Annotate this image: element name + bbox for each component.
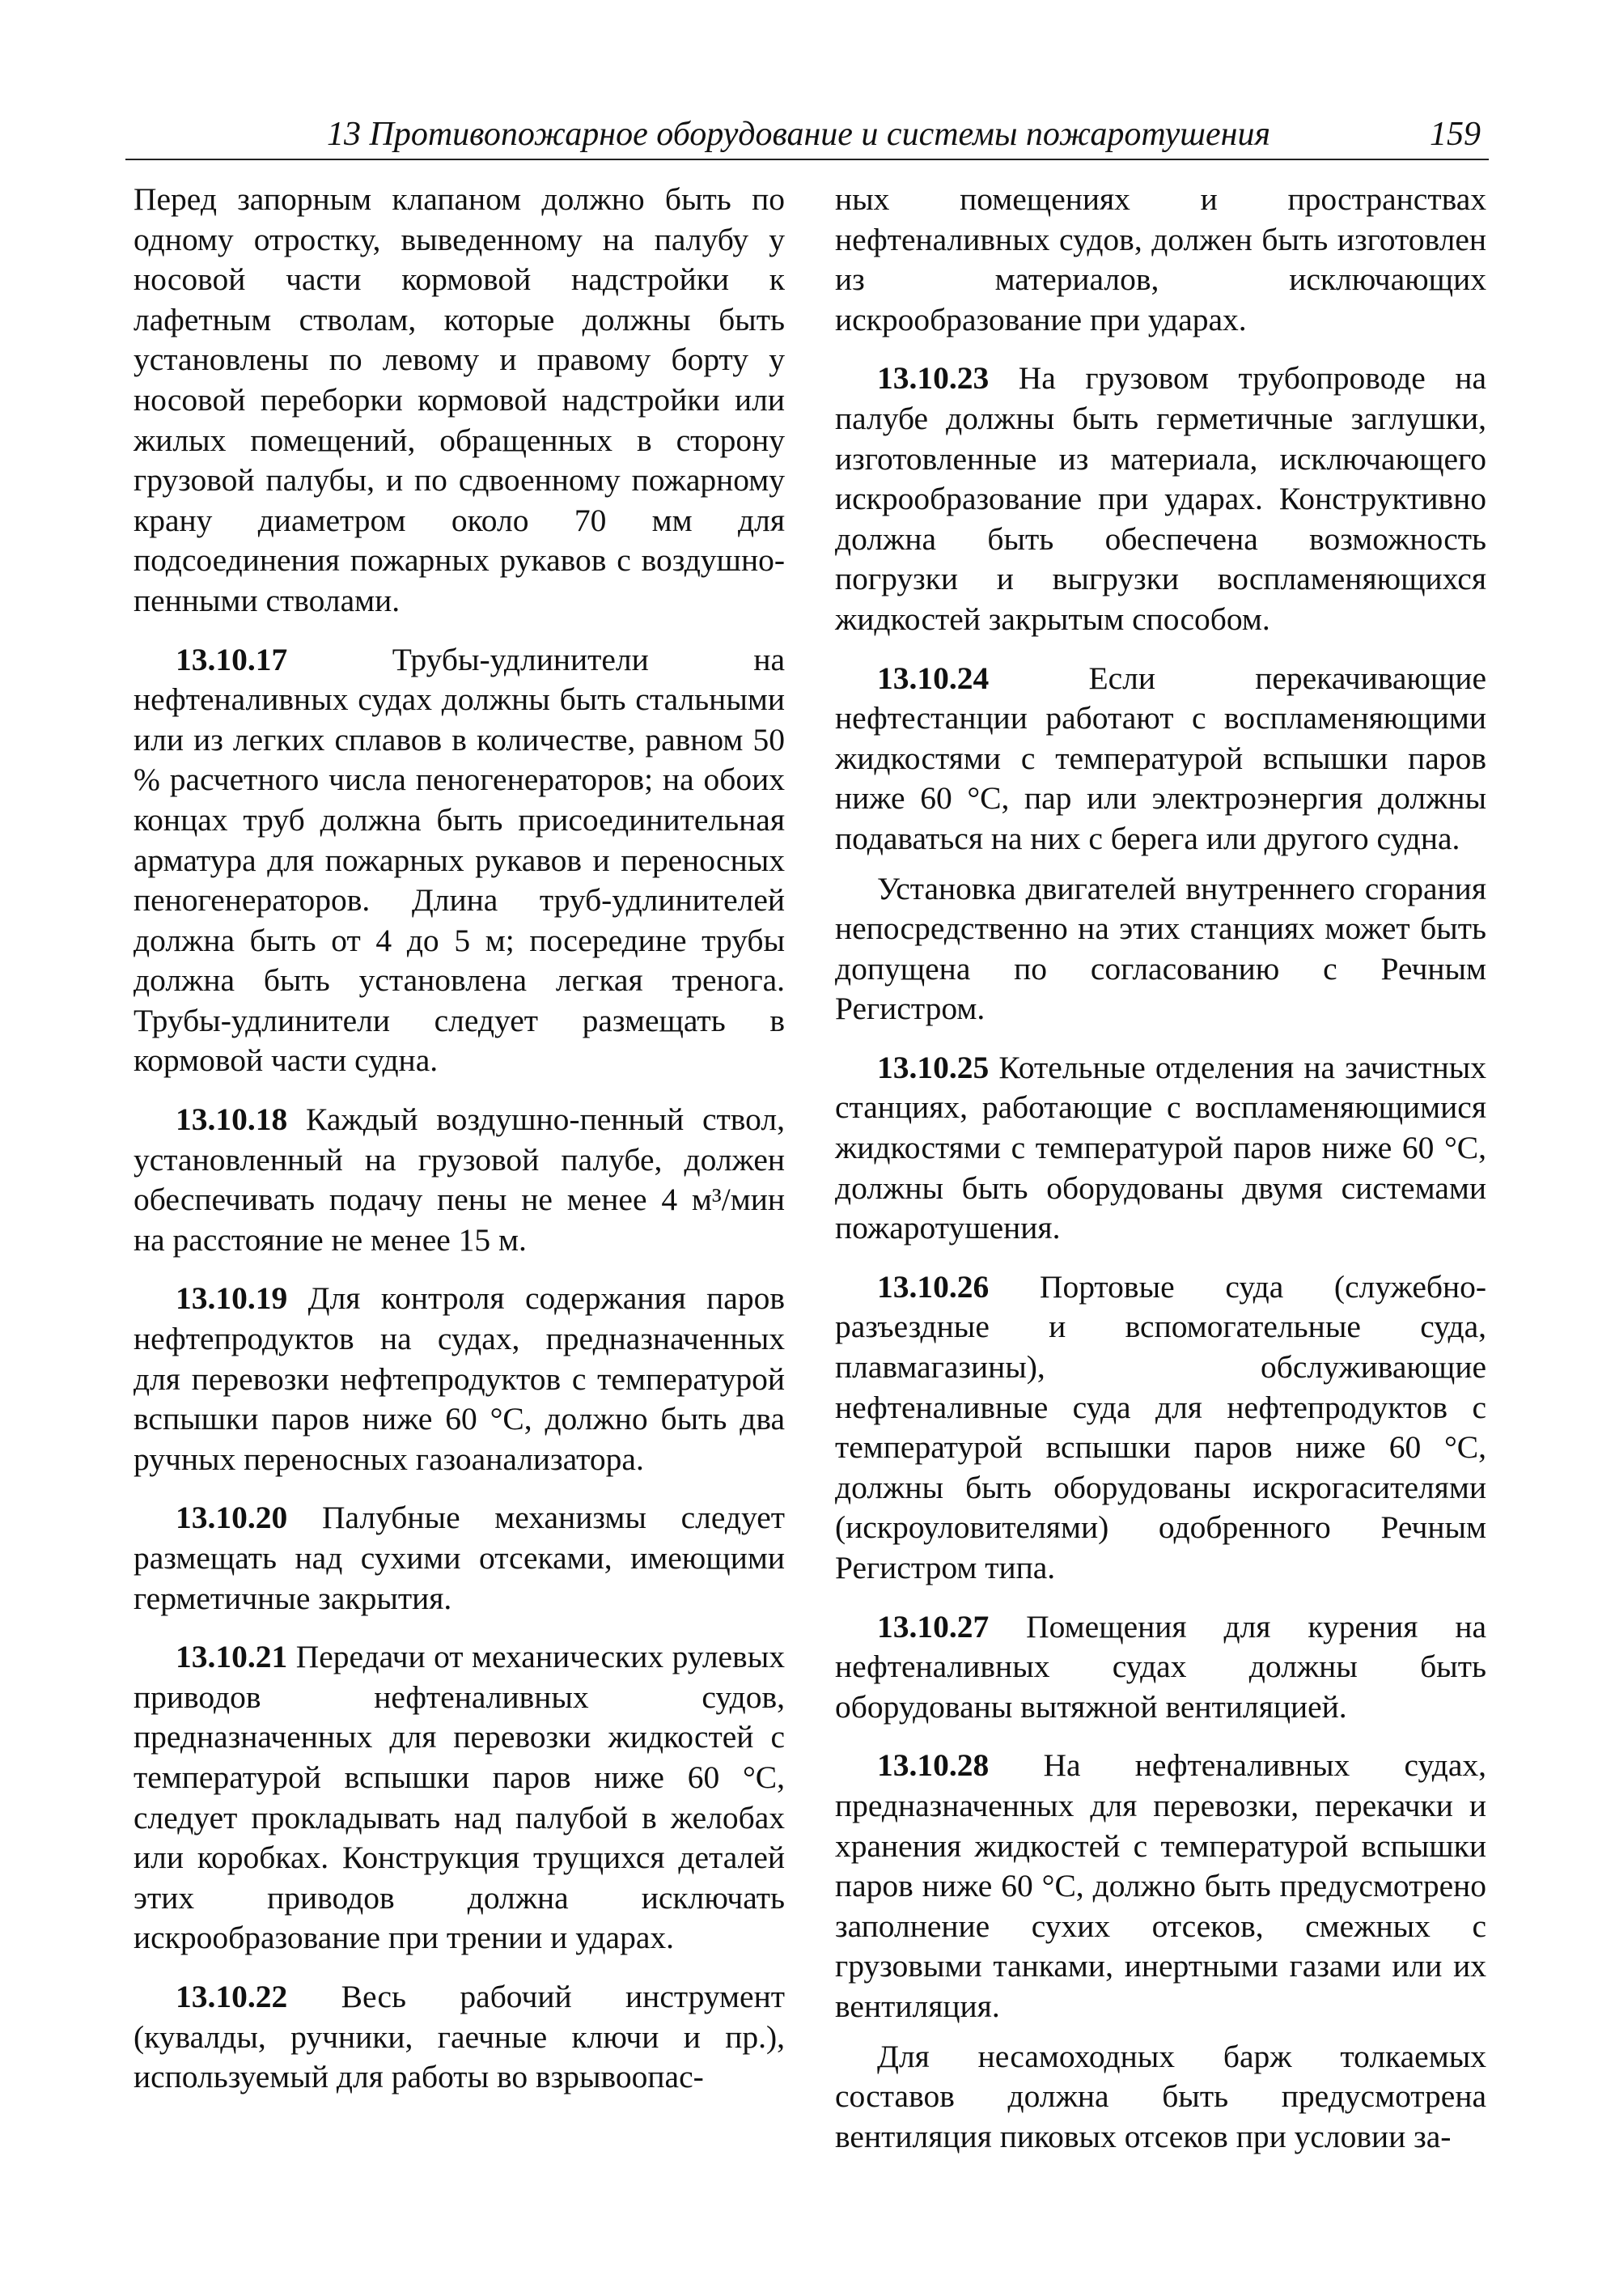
clause-text: Котельные отделения на зачистных станциях, работающие с воспламеняющимися жидкостями с температурой паров ниже 60 °С, должны быть оборудованы двумя системами пожаротушения. — [835, 1049, 1486, 1246]
clause-text: На нефтеналивных судах, предназначенных для перевозки, перекачки и хранения жидкостей с температурой вспышки паров ниже 60 °С, должно быть предусмотрено заполнение сухих отсеков, смежных с грузовыми танками, инертными газами или их вентиляция. — [835, 1747, 1486, 2024]
running-title: 13 Противопожарное оборудование и системы пожаротушения — [327, 116, 1270, 153]
clause-text: Помещения для курения на нефтеналивных судах должны быть оборудованы вытяжной вентиляцией. — [835, 1608, 1486, 1725]
clause-text: Передачи от механических рулевых приводов нефтеналивных судов, предназначенных для перевозки жидкостей с температурой вспышки паров ниже 60 °С, следует прокладывать над палубой в желобах или коробках. Конструкция трущихся деталей этих приводов должна исключать искрообразование при трении и ударах. — [134, 1639, 785, 1956]
right-column — [835, 180, 1486, 2157]
clause-13-10-17 — [134, 640, 785, 1082]
paragraph — [134, 180, 785, 622]
paragraph — [835, 180, 1486, 340]
left-column — [134, 180, 785, 2098]
paragraph-text: Установка двигателей внутреннего сгорания непосредственно на этих станциях может быть допущена по согласованию с Речным Регистром. — [835, 870, 1486, 1027]
clause-13-10-28 — [835, 1746, 1486, 2027]
clause-number: 13.10.23 — [877, 360, 990, 397]
clause-text: Для контроля содержания паров нефтепродуктов на судах, предназначенных для перевозки нефтепродуктов с температурой вспышки паров ниже 60 °С, должно быть два ручных переносных газоанализатора. — [134, 1280, 785, 1477]
paragraph-text: Перед запорным клапаном должно быть по одному отростку, выведенному на палубу у носовой части кормовой надстройки к лафетным стволам, которые должны быть установлены по левому и правому борту у носовой переборки кормовой надстройки или жилых помещений, обращенных в сторону грузовой палубы, и по сдвоенному пожарному крану диаметром около 70 мм для подсоединения пожарных рукавов с воздушно-пенными стволами. — [134, 181, 785, 618]
clause-number: 13.10.22 — [176, 1978, 288, 2014]
clause-text: Если перекачивающие нефтестанции работают с воспламеняющими жидкостями с температурой вспышки паров ниже 60 °С, пар или электроэнергия должны подаваться на них с берега или другого судна. — [835, 660, 1486, 856]
clause-13-10-20 — [134, 1498, 785, 1619]
clause-13-10-18 — [134, 1100, 785, 1260]
clause-13-10-19 — [134, 1279, 785, 1479]
clause-text: Весь рабочий инструмент (кувалды, ручники, гаечные ключи и пр.), используемый для работы во взрывоопас- — [134, 1978, 785, 2095]
clause-number: 13.10.17 — [176, 641, 288, 677]
clause-13-10-25 — [835, 1048, 1486, 1249]
clause-13-10-27 — [835, 1607, 1486, 1728]
clause-number: 13.10.18 — [176, 1101, 288, 1138]
page-number: 159 — [1430, 116, 1481, 153]
paragraph-text: ных помещениях и пространствах нефтеналивных судов, должен быть изготовлен из материалов, исключающих искрообразование при ударах. — [835, 181, 1486, 337]
running-header — [125, 113, 1489, 160]
clause-13-10-23 — [835, 359, 1486, 639]
paragraph — [835, 2037, 1486, 2158]
paragraph — [835, 869, 1486, 1029]
clause-13-10-22 — [134, 1977, 785, 2098]
paragraph-text: Для несамоходных барж толкаемых составов должна быть предусмотрена вентиляция пиковых отсеков при условии за- — [835, 2038, 1486, 2154]
clause-text: Каждый воздушно-пенный ствол, установленный на грузовой палубе, должен обеспечивать подачу пены не менее 4 м³/мин на расстояние не менее 15 м. — [134, 1101, 785, 1258]
clause-text: Портовые суда (служебно-разъездные и вспомогательные суда, плавмагазины), обслуживающие нефтеналивные суда для нефтепродуктов с температурой вспышки паров ниже 60 °С, должны быть оборудованы искрогасителями (искроуловителями) одобренного Речным Регистром типа. — [835, 1268, 1486, 1585]
clause-number: 13.10.28 — [877, 1747, 990, 1784]
clause-number: 13.10.20 — [176, 1500, 288, 1536]
clause-13-10-26 — [835, 1267, 1486, 1589]
clause-number: 13.10.24 — [877, 660, 990, 696]
clause-13-10-24 — [835, 659, 1486, 859]
clause-number: 13.10.27 — [877, 1608, 990, 1645]
clause-text: Трубы-удлинители на нефтеналивных судах должны быть стальными или из легких сплавов в количестве, равном 50 % расчетного числа пеногенераторов; на обоих концах труб должна быть присоединительная арматура для пожарных рукавов и переносных пеногенераторов. Длина труб-удлинителей должна быть от 4 до 5 м; посередине трубы должна быть установлена легкая тренога. Трубы-удлинители следует размещать в кормовой части судна. — [134, 641, 785, 1079]
clause-number: 13.10.19 — [176, 1280, 288, 1317]
clause-number: 13.10.25 — [877, 1049, 990, 1085]
clause-13-10-21 — [134, 1637, 785, 1959]
clause-text: Палубные механизмы следует размещать над сухими отсеками, имеющими герметичные закрытия. — [134, 1500, 785, 1616]
clause-number: 13.10.26 — [877, 1268, 990, 1305]
clause-number: 13.10.21 — [176, 1639, 288, 1675]
clause-text: На грузовом трубопроводе на палубе должны быть герметичные заглушки, изготовленные из материала, исключающего искрообразование при ударах. Конструктивно должна быть обеспечена возможность погрузки и выгрузки воспламеняющихся жидкостей закрытым способом. — [835, 360, 1486, 637]
